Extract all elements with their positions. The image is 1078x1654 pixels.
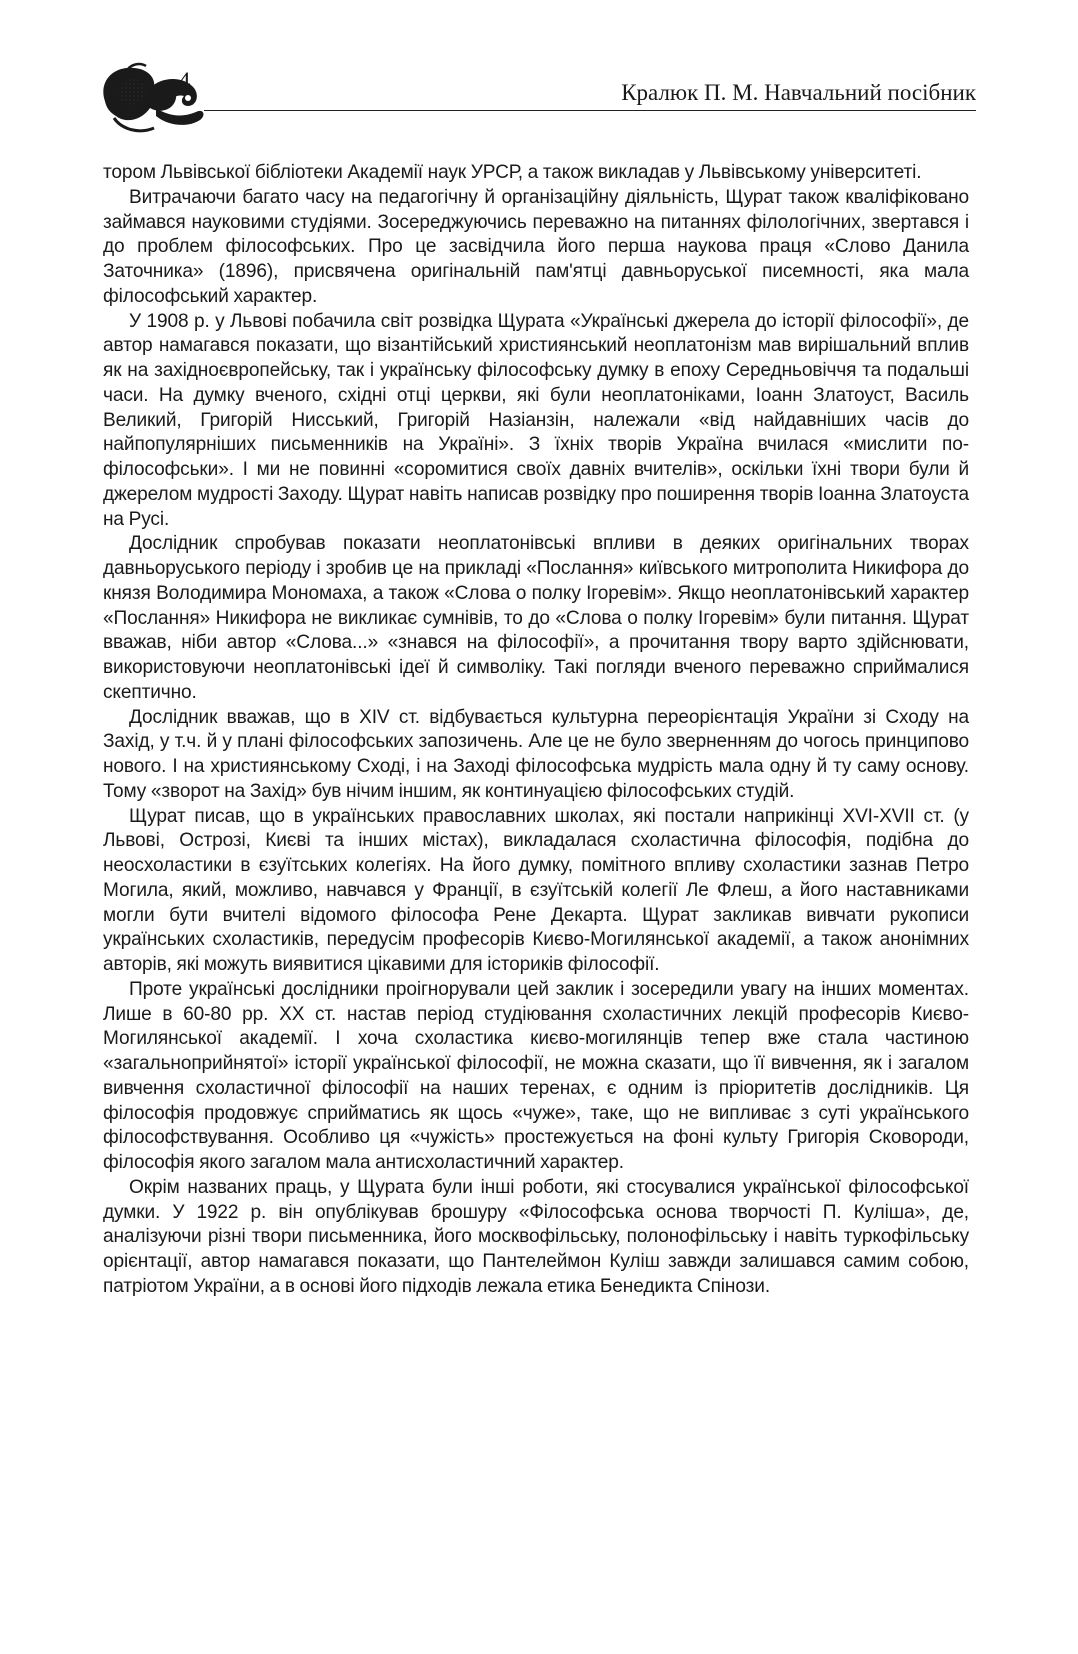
paragraph: Проте українські дослідники проігнорували цей заклик і зосередили увагу на інших моментах. Лише в 60-80 рр. XX ст. настав період студіювання схоластичних лекцій професорів Києво-Могилянської академії. І хоча схоластика києво-могилянців тепер вже стала частиною «загальноприйнятої» історії української філософії, не можна сказати, що її вивчення, як і загалом вивчення схоластичної філософії на наших теренах, є одним із пріоритетів дослідників. Ця філософія продовжує сприйматись як щось «чуже», таке, що не випливає з суті українського філософствування. Особливо ця «чужість» простежується на фоні культу Григорія Сковороди, філософія якого загалом мала антисхоластичний характер. bbox=[103, 978, 969, 1173]
paragraph: Дослідник вважав, що в XIV ст. відбувається культурна переорієнтація України зі Сходу на Захід, у т.ч. й у плані філософських запозичень. Але це не було зверненням до чогось принципово нового. І на християнському Сході, і на Заході філософська мудрість мала одну й ту саму основу. Тому «зворот на Захід» був нічим іншим, як континуацією філософських студій. bbox=[103, 706, 969, 802]
page-header bbox=[96, 58, 976, 140]
decorative-ornament-icon bbox=[96, 58, 208, 140]
paragraph: Щурат писав, що в українських православних школах, які постали наприкінці XVI-XVII ст. (у Львові, Острозі, Києві та інших містах), викладалася схоластична філософія, подібна до неосхоластики в єзуїтських колегіях. На його думку, помітного впливу схоластики зазнав Петро Могила, який, можливо, навчався у Франції, в єзуїтській колегії Ле Флеш, а його наставниками могли бути вчителі відомого філософа Рене Декарта. Щурат закликав вивчати рукописи українських схоластиків, передусім професорів Києво-Могилянської академії, а також анонімних авторів, які можуть виявитися цікавими для істориків філософії. bbox=[103, 805, 969, 975]
paragraph: У 1908 р. у Львові побачила світ розвідка Щурата «Українські джерела до історії філософії», де автор намагався показати, що візантійський християнський неоплатонізм мав вирішальний вплив як на західноєвропейську, так і українську філософську думку в епоху Середньовіччя та подальші часи. На думку вченого, східні отці церкви, які були неоплатоніками, Іоанн Златоуст, Василь Великий, Григорій Нисський, Григорій Назіанзін, належали «від найдавніших часів до найпопулярніших письменників на Україні». З їхніх творів Україна вчилася «мислити по-філософськи». І ми не повинні «соромитися своїх давніх вчителів», оскільки їхні твори були й джерелом мудрості Заходу. Щурат навіть написав розвідку про поширення творів Іоанна Златоуста на Русі. bbox=[103, 310, 969, 530]
running-title: Кралюк П. М. Навчальний посібник bbox=[621, 80, 976, 105]
main-text bbox=[103, 161, 969, 1300]
header-divider bbox=[204, 110, 976, 111]
page-number: 4 bbox=[178, 68, 191, 95]
paragraph: Окрім названих праць, у Щурата були інші роботи, які стосувалися української філософської думки. У 1922 р. він опублікував брошуру «Філософська основа творчості П. Куліша», де, аналізуючи різні твори письменника, його москвофільську, полонофільську і навіть туркофільську орієнтації, автор намагався показати, що Пантелеймон Куліш завжди залишався самим собою, патріотом України, а в основі його підходів лежала етика Бенедикта Спінози. bbox=[103, 1176, 969, 1297]
paragraph: Дослідник спробував показати неоплатонівські впливи в деяких оригінальних творах давньоруського періоду і зробив це на прикладі «Послання» київського митрополита Никифора до князя Володимира Мономаха, а також «Слова о полку Ігоревім». Якщо неоплатонівський характер «Послання» Никифора не викликає сумнівів, то до «Слова о полку Ігоревім» були питання. Щурат вважав, ніби автор «Слова...» «знався на філософії», а прочитання твору варто здійснювати, використовуючи неоплатонівські ідеї й символіку. Такі погляди вченого переважно сприймалися скептично. bbox=[103, 533, 969, 703]
paragraph: Витрачаючи багато часу на педагогічну й організаційну діяльність, Щурат також кваліфіковано займався науковими студіями. Зосереджуючись переважно на питаннях філологічних, звертався і до проблем філософських. Про це засвідчила його перша наукова праця «Слово Данила Заточника» (1896), присвячена оригінальній пам'ятці давньоруської писемності, яка мала філософський характер. bbox=[103, 186, 969, 307]
paragraph: тором Львівської бібліотеки Академії наук УРСР, а також викладав у Львівському університеті. bbox=[103, 162, 922, 183]
